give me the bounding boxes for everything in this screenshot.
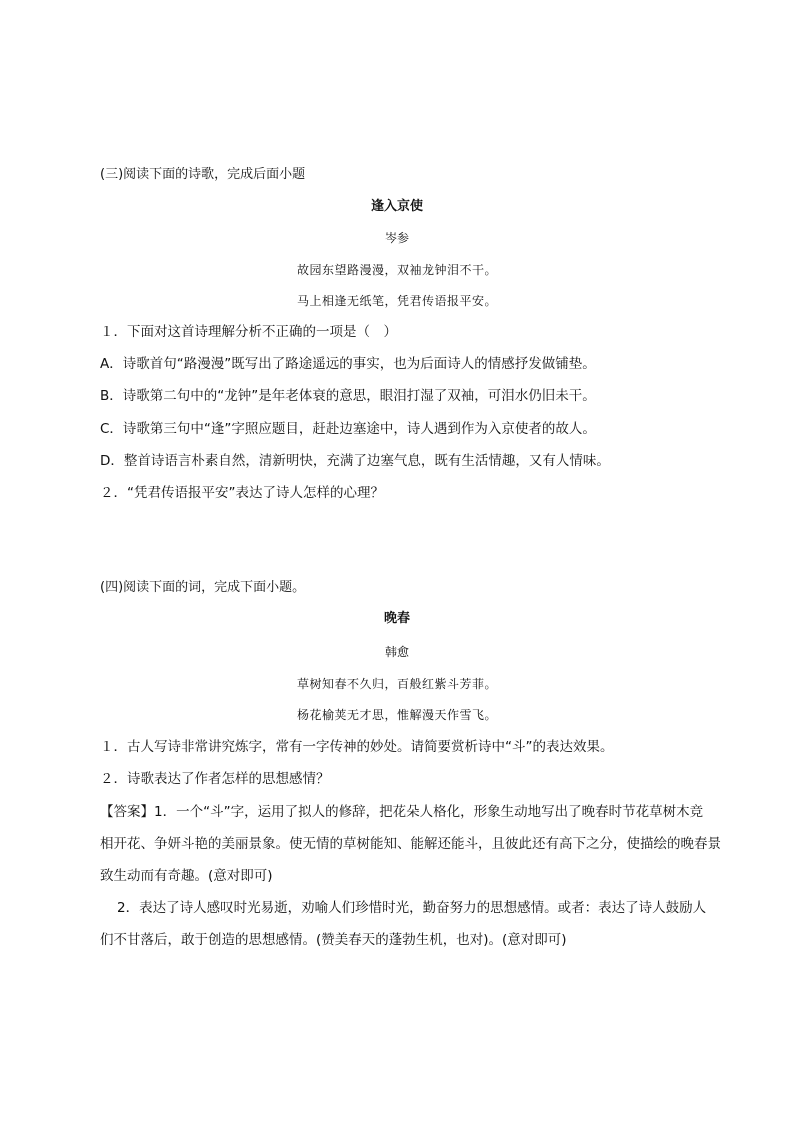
- answer-line-1: [100, 803, 703, 821]
- poem-2-verse-2: 杨花榆荚无才思，惟解漫天作雪飞。: [296, 708, 497, 722]
- answer-1-part-1: 1．一个“斗”字，运用了拟人的修辞，把花朵人格化，形象生动地写出了晚春时节花草树木竞: [154, 804, 704, 820]
- question-4: ２．诗歌表达了作者怎样的思想感情？: [100, 771, 330, 787]
- question-1: １．下面对这首诗理解分析不正确的一项是（ ）: [100, 324, 397, 340]
- section-3-header: (三)阅读下面的诗歌，完成后面小题: [100, 167, 306, 182]
- poem-1-verse-2: 马上相逢无纸笔，凭君传语报平安。: [296, 294, 497, 308]
- poem-2-verse-1: 草树知春不久归，百般红紫斗芳菲。: [296, 677, 497, 691]
- option-b: B．诗歌第二句中的“龙钟”是年老体衰的意思，眼泪打湿了双袖，可泪水仍旧未干。: [100, 388, 596, 404]
- answer-tag: 【答案】: [100, 804, 154, 820]
- poem-2-author: 韩愈: [384, 645, 409, 659]
- answer-2-part-2: 们不甘落后，敢于创造的思想感情。(赞美春天的蓬勃生机，也对)。(意对即可): [100, 932, 567, 948]
- poem-1-title: 逢入京使: [370, 199, 423, 214]
- poem-1-author: 岑参: [384, 231, 409, 245]
- answer-1-part-3: 致生动而有奇趣。(意对即可): [100, 868, 273, 884]
- option-a: A．诗歌首句“路漫漫”既写出了路途遥远的事实，也为后面诗人的情感抒发做铺垫。: [100, 356, 596, 372]
- answer-1-part-2: 相开花、争妍斗艳的美丽景象。使无情的草树能知、能解还能斗，且彼此还有高下之分，使描绘的晚春景: [100, 836, 721, 852]
- poem-2-title: 晚春: [383, 611, 410, 626]
- option-d: D．整首诗语言朴素自然，清新明快，充满了边塞气息，既有生活情趣，又有人情味。: [100, 453, 610, 469]
- section-4-header: (四)阅读下面的词，完成下面小题。: [100, 580, 306, 595]
- option-c: C．诗歌第三句中“逢”字照应题目，赶赴边塞途中，诗人遇到作为入京使者的故人。: [100, 421, 596, 437]
- question-2: ２．“凭君传语报平安”表达了诗人怎样的心理？: [100, 485, 384, 501]
- question-3: １．古人写诗非常讲究炼字，常有一字传神的妙处。请简要赏析诗中“斗”的表达效果。: [100, 739, 614, 755]
- answer-2-part-1: 2．表达了诗人感叹时光易逝，劝喻人们珍惜时光，勤奋努力的思想感情。或者：表达了诗人鼓励人: [117, 900, 707, 916]
- poem-1-verse-1: 故园东望路漫漫，双袖龙钟泪不干。: [296, 263, 497, 277]
